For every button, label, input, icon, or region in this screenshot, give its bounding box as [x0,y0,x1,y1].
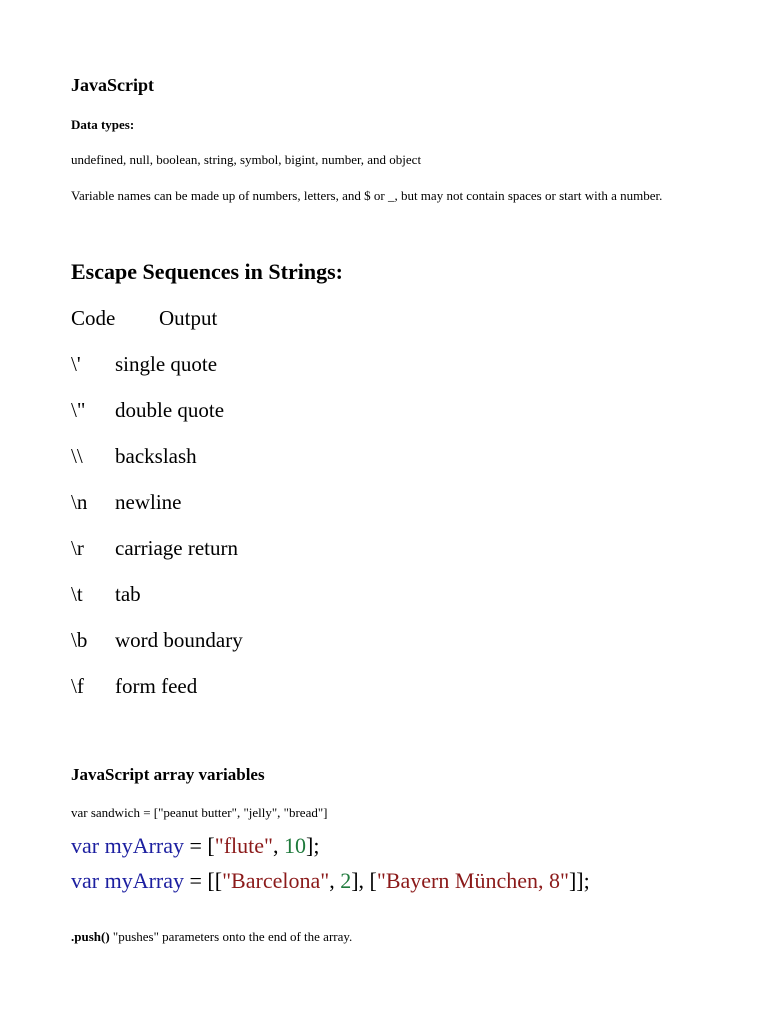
escape-code: \" [71,398,86,422]
escape-output: double quote [115,398,225,422]
escape-code: \t [71,582,83,606]
push-method-note [71,929,352,945]
escape-output: single quote [115,352,218,376]
escape-output: carriage return [115,536,238,560]
data-types-list: undefined, null, boolean, string, symbol, bigint, number, and object [71,152,422,167]
escape-code: \b [71,628,88,652]
escape-output: word boundary [115,628,243,652]
data-types-heading: Data types: [71,117,135,132]
push-method-name: .push() [71,929,110,944]
document-title: JavaScript [71,75,154,95]
code-number: 2 [340,868,352,893]
escape-row [71,489,671,535]
code-column-header: Code [71,306,116,330]
escape-row [71,351,671,397]
escape-row [71,673,671,719]
code-line-flute [71,832,319,860]
escape-output: form feed [115,674,198,698]
escape-output: newline [115,490,182,514]
escape-code: \f [71,674,84,698]
output-column-header: Output [159,306,218,330]
sandwich-example: var sandwich = ["peanut butter", "jelly", "bread"] [71,805,328,820]
escape-row [71,397,671,443]
variable-names-note: Variable names can be made up of numbers, letters, and $ or _, but may not contain spaces or start with a number. [71,188,663,203]
code-keyword: var myArray [71,868,185,893]
code-punct: ]; [306,833,320,858]
code-punct: = [[ [184,868,223,893]
code-punct: , [329,868,341,893]
escape-row [71,581,671,627]
escape-output: tab [115,582,141,606]
escape-sequences-table [71,305,671,719]
code-punct: = [ [184,833,215,858]
code-line-nested [71,867,590,895]
escape-row [71,443,671,489]
array-variables-heading: JavaScript array variables [71,765,265,784]
escape-code: \r [71,536,84,560]
code-punct: , [273,833,285,858]
escape-row [71,627,671,673]
escape-code: \' [71,352,81,376]
escape-table-header [71,305,671,351]
escape-sequences-heading: Escape Sequences in Strings: [71,259,343,284]
code-string: "Barcelona" [222,868,330,893]
code-keyword: var myArray [71,833,185,858]
code-string: "Bayern München, 8" [376,868,569,893]
code-punct: ]]; [568,868,590,893]
escape-code: \n [71,490,88,514]
escape-output: backslash [115,444,197,468]
push-method-description: "pushes" parameters onto the end of the array. [109,929,353,944]
code-punct: ], [ [351,868,377,893]
code-string: "flute" [214,833,274,858]
escape-row [71,535,671,581]
escape-code: \\ [71,444,83,468]
code-number: 10 [284,833,307,858]
